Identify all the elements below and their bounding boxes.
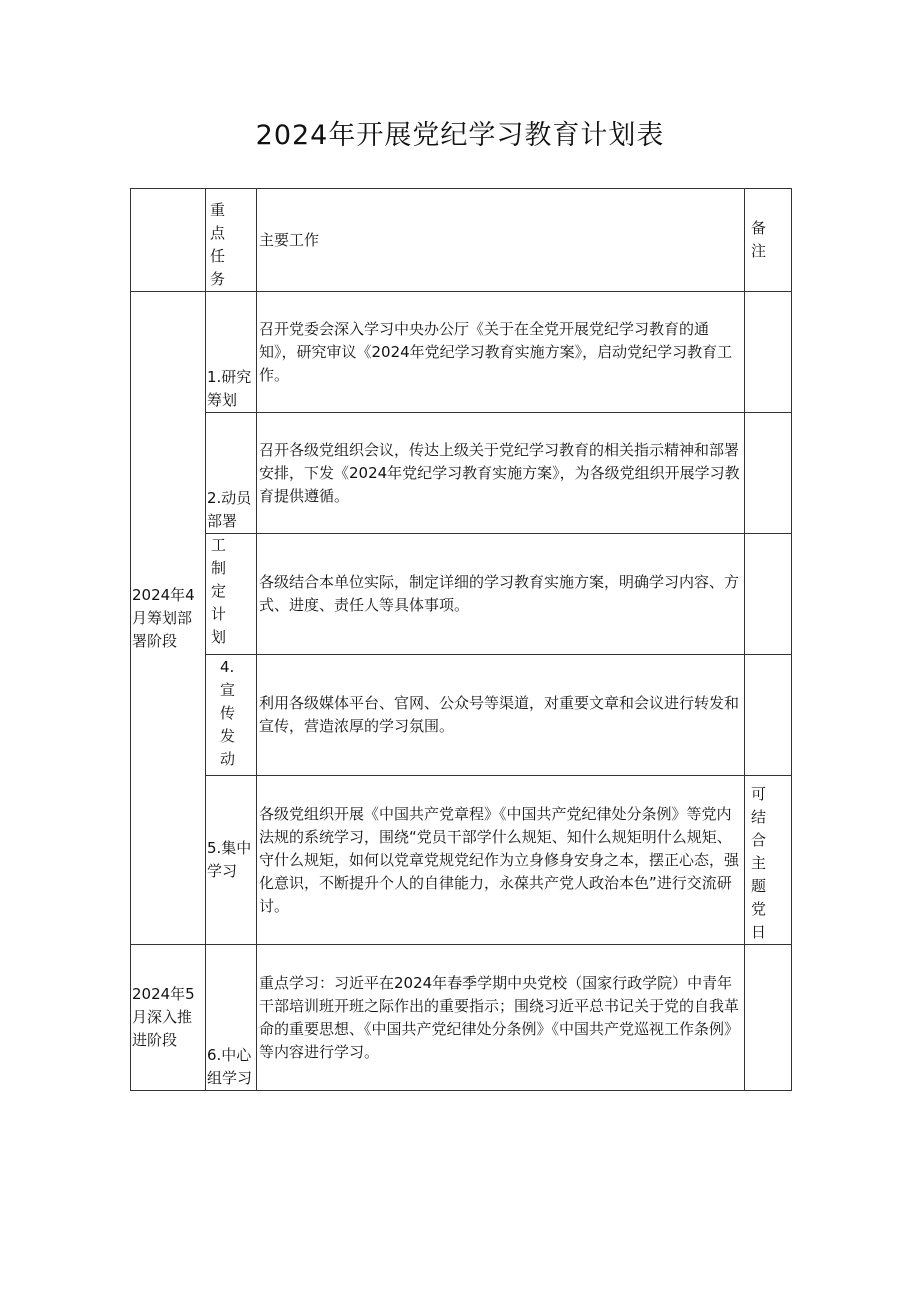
table-row [131, 945, 792, 1091]
table-row [131, 776, 792, 945]
work-cell: 利用各级媒体平台、官网、公众号等渠道，对重要文章和会议进行转发和宣传，营造浓厚的学习氛围。 [257, 655, 745, 776]
work-cell: 召开党委会深入学习中央办公厅《关于在全党开展党纪学习教育的通知》，研究审议《2024年党纪学习教育实施方案》，启动党纪学习教育工作。 [257, 292, 745, 413]
work-cell: 各级结合本单位实际，制定详细的学习教育实施方案，明确学习内容、方式、进度、责任人等具体事项。 [257, 534, 745, 655]
table-row [131, 292, 792, 413]
note-cell [745, 413, 792, 534]
header-task [206, 189, 257, 292]
table-row [131, 534, 792, 655]
work-cell: 各级党组织开展《中国共产党章程》《中国共产党纪律处分条例》等党内法规的系统学习，围绕“党员干部学什么规矩、知什么规矩明什么规矩、守什么规矩，如何以党章党规党纪作为立身修身安身之本，摆正心态，强化意识，不断提升个人的自律能力，永葆共产党人政治本色”进行交流研讨。 [257, 776, 745, 945]
table-row [131, 413, 792, 534]
header-stage [131, 189, 206, 292]
plan-table [130, 188, 792, 1091]
header-work: 主要工作 [257, 189, 745, 292]
note-cell [745, 655, 792, 776]
note-cell-label: 可结合主题党日 [751, 785, 767, 941]
header-note [745, 189, 792, 292]
task-cell: 2.动员部署 [206, 413, 257, 534]
task-cell [206, 655, 257, 776]
note-cell [745, 534, 792, 655]
table-row [131, 655, 792, 776]
stage-cell: 2024年4月筹划部署阶段 [131, 292, 206, 945]
task-cell: 5.集中学习 [206, 776, 257, 945]
task-cell-label: 工制定计划 [211, 536, 227, 646]
work-cell: 召开各级党组织会议，传达上级关于党纪学习教育的相关指示精神和部署安排，下发《2024年党纪学习教育实施方案》，为各级党组织开展学习教育提供遵循。 [257, 413, 745, 534]
task-cell [206, 534, 257, 655]
task-cell: 6.中心组学习 [206, 945, 257, 1091]
header-note-label: 备注 [751, 219, 767, 260]
note-cell [745, 945, 792, 1091]
stage-cell: 2024年5月深入推进阶段 [131, 945, 206, 1091]
task-cell: 1.研究筹划 [206, 292, 257, 413]
task-cell-label: 4.宣传发动 [220, 658, 236, 768]
work-cell: 重点学习：习近平在2024年春季学期中央党校（国家行政学院）中青年干部培训班开班之际作出的重要指示；围绕习近平总书记关于党的自我革命的重要思想、《中国共产党纪律处分条例》《中国共产党巡视工作条例》等内容进行学习。 [257, 945, 745, 1091]
page-title: 2024年开展党纪学习教育计划表 [255, 120, 665, 151]
note-cell [745, 292, 792, 413]
table-header-row [131, 189, 792, 292]
header-task-label: 重点任务 [210, 201, 226, 288]
note-cell [745, 776, 792, 945]
